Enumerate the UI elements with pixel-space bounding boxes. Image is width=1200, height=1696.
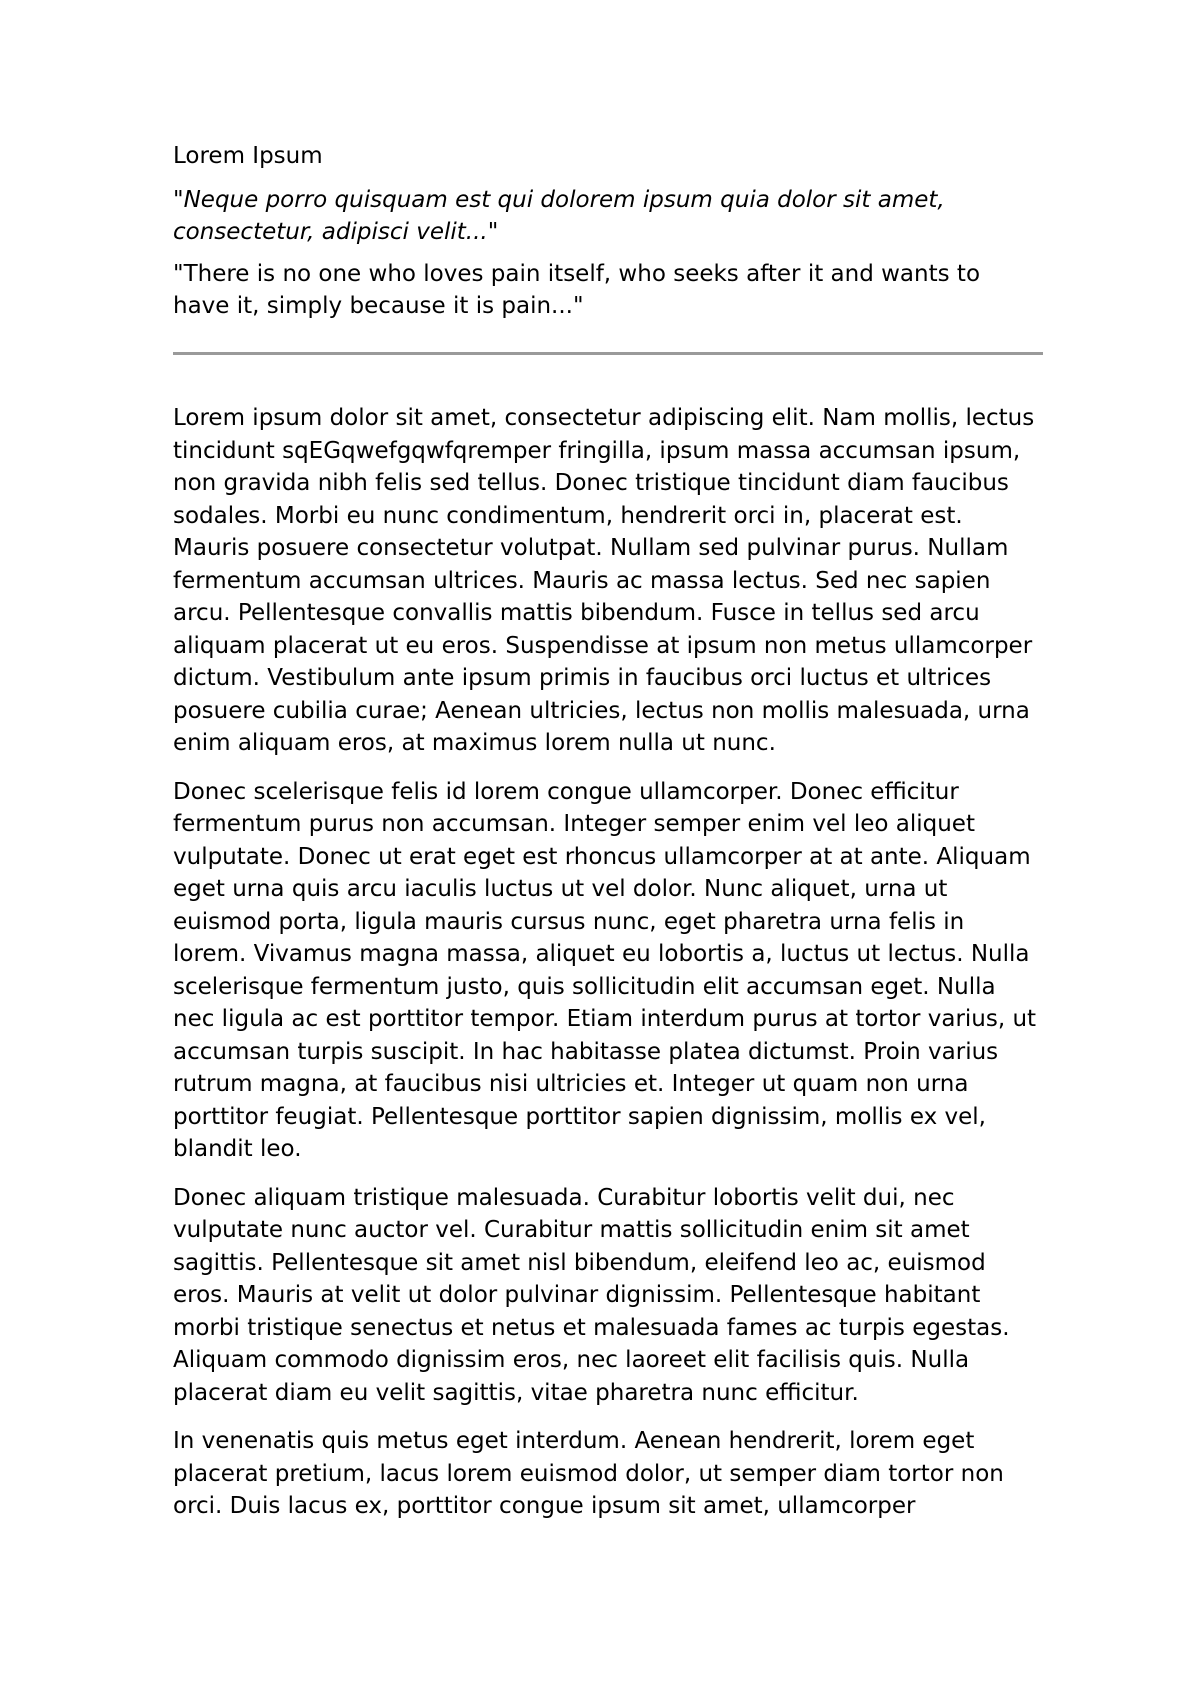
body-paragraph-4: In venenatis quis metus eget interdum. Aenean hendrerit, lorem eget placerat pretium, lacus lorem euismod dolor, ut semper diam tortor non orci. Duis lacus ex, porttitor congue ipsum sit amet, ullamcorper (173, 1428, 1004, 1519)
english-quote: "There is no one who loves pain itself, who seeks after it and wants to have it, simply because it is pain..." (173, 261, 981, 319)
latin-quote-close-mark: " (487, 219, 499, 245)
document-title: Lorem Ipsum (173, 143, 323, 169)
body-paragraph-2: Donec scelerisque felis id lorem congue ullamcorper. Donec efficitur fermentum purus non accumsan. Integer semper enim vel leo aliquet vulputate. Donec ut erat eget est rhoncus ullamcorper at at ante. Aliquam eget urna quis arcu iaculis luctus ut vel dolor. Nunc aliquet, urna ut euismod porta, ligula mauris cursus nunc, eget pharetra urna felis in lorem. Vivamus magna massa, aliquet eu lobortis a, luctus ut lectus. Nulla scelerisque fermentum justo, quis sollicitudin elit accumsan eget. Nulla nec ligula ac est porttitor tempor. Etiam interdum purus at tortor varius, ut accumsan turpis suscipit. In hac habitasse platea dictumst. Proin varius rutrum magna, at faucibus nisi ultricies et. Integer ut quam non urna porttitor feugiat. Pellentesque porttitor sapien dignissim, mollis ex vel, blandit leo. (173, 778, 1037, 1162)
latin-quote-open-mark: " (173, 187, 184, 213)
body-paragraph-3: Donec aliquam tristique malesuada. Curabitur lobortis velit dui, nec vulputate nunc auctor vel. Curabitur mattis sollicitudin enim sit amet sagittis. Pellentesque sit amet nisl bibendum, eleifend leo ac, euismod eros. Mauris at velit ut dolor pulvinar dignissim. Pellentesque habitant morbi tristique senectus et netus et malesuada fames ac turpis egestas. Aliquam commodo dignissim eros, nec laoreet elit facilisis quis. Nulla placerat diam eu velit sagittis, vitae pharetra nunc efficitur. (173, 1184, 1010, 1406)
body-paragraph-1: Lorem ipsum dolor sit amet, consectetur adipiscing elit. Nam mollis, lectus tincidunt sqEGqwefgqwfqremper fringilla, ipsum massa accumsan ipsum, non gravida nibh felis sed tellus. Donec tristique tincidunt diam faucibus sodales. Morbi eu nunc condimentum, hendrerit orci in, placerat est. Mauris posuere consectetur volutpat. Nullam sed pulvinar purus. Nullam fermentum accumsan ultrices. Mauris ac massa lectus. Sed nec sapien arcu. Pellentesque convallis mattis bibendum. Fusce in tellus sed arcu aliquam placerat ut eu eros. Suspendisse at ipsum non metus ullamcorper dictum. Vestibulum ante ipsum primis in faucibus orci luctus et ultrices posuere cubilia curae; Aenean ultricies, lectus non mollis malesuada, urna enim aliquam eros, at maximus lorem nulla ut nunc. (173, 405, 1035, 756)
latin-quote (173, 184, 1043, 248)
document-page (173, 140, 1043, 1539)
latin-quote-text: Neque porro quisquam est qui dolorem ipsum quia dolor sit amet, consectetur, adipisci velit... (173, 187, 945, 245)
horizontal-rule (173, 352, 1043, 355)
